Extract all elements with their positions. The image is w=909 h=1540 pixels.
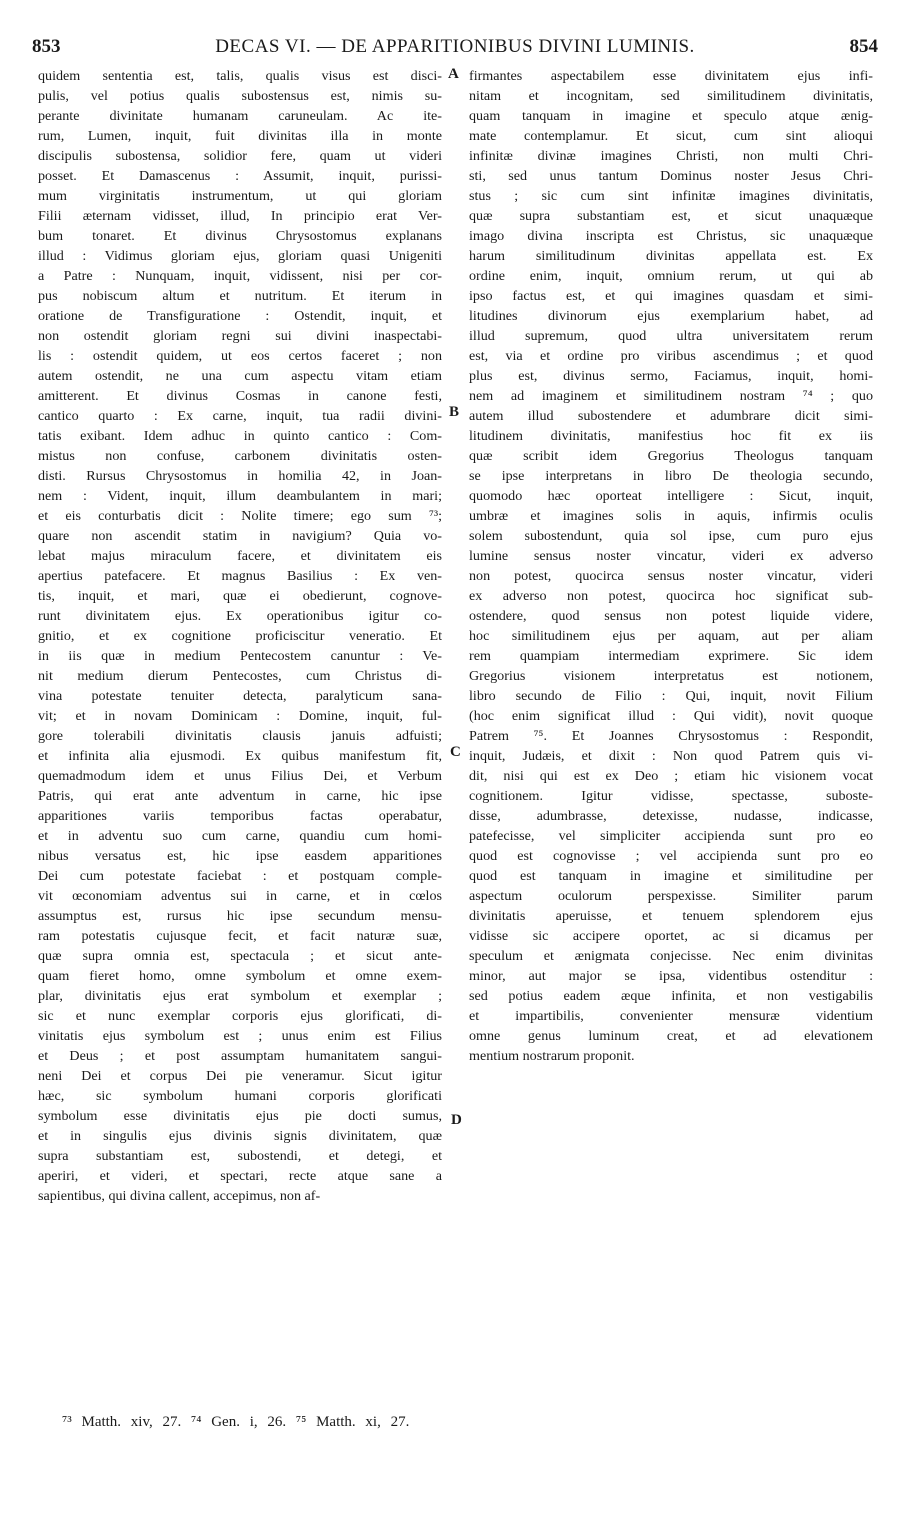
text-line: sti, sed unus tantum Dominus noster Jesus Chri- bbox=[469, 168, 873, 184]
text-line: litudinem divinitatis, manifestius hoc fit ex iis bbox=[469, 428, 873, 444]
text-line: plar, divinitatis ejus erat symbolum et exemplar ; bbox=[38, 988, 442, 1004]
text-line: ostendere, quod sensus non potest liquide videre, bbox=[469, 608, 873, 624]
text-line: imago divina inscripta est Christus, sic unaquæque bbox=[469, 228, 873, 244]
text-line: oratione de Transfiguratione : Ostendit, inquit, et bbox=[38, 308, 442, 324]
text-line: illud supremum, quod ultra universitatem rerum bbox=[469, 328, 873, 344]
text-line: mistus non confuse, carbonem divinitatis osten- bbox=[38, 448, 442, 464]
text-line: hæc, sic symbolum humani corporis glorificati bbox=[38, 1088, 442, 1104]
text-line: apparitiones variis temporibus factas operabatur, bbox=[38, 808, 442, 824]
page-number-left: 853 bbox=[32, 36, 61, 57]
page-header bbox=[32, 36, 878, 64]
text-line: stus ; sic cum sint infinitæ imagines divinitatis, bbox=[469, 188, 873, 204]
text-line: et infinita alia ejusmodi. Ex quibus manifestum fit, bbox=[38, 748, 442, 764]
text-line: solem subostendunt, quia sol ipse, cum puro ejus bbox=[469, 528, 873, 544]
text-line: umbræ et imagines solis in aquis, infirmis oculis bbox=[469, 508, 873, 524]
text-line: et Deus ; et post assumptam humanitatem sangui- bbox=[38, 1048, 442, 1064]
text-line: et impartibilis, convenienter mensuræ videntium bbox=[469, 1008, 873, 1024]
text-line: (hoc enim significat illud : Qui vidit), novit quoque bbox=[469, 708, 873, 724]
text-line: dit, nisi qui est ex Deo ; etiam hic visionem vocat bbox=[469, 768, 873, 784]
text-line: gore tolerabili divinitatis clausis januis adfuisti; bbox=[38, 728, 442, 744]
text-line: assumptus est, rursus hic ipse secundum mensu- bbox=[38, 908, 442, 924]
text-line: nibus versatus est, hic ipse easdem apparitiones bbox=[38, 848, 442, 864]
text-line: autem ostendit, ne una cum aspectu vitam etiam bbox=[38, 368, 442, 384]
text-line: Patrem ⁷⁵. Et Joannes Chrysostomus : Respondit, bbox=[469, 728, 873, 744]
text-line: quemadmodum idem et unus Filius Dei, et Verbum bbox=[38, 768, 442, 784]
text-line: et eis conturbatis dicit : Nolite timere; ego sum ⁷³; bbox=[38, 508, 442, 524]
text-line: discipulis subostensa, solidior fere, quam ut videri bbox=[38, 148, 442, 164]
text-line: harum similitudinum divinitas appellata est. Ex bbox=[469, 248, 873, 264]
text-line: quomodo hæc oporteat intelligere : Sicut, inquit, bbox=[469, 488, 873, 504]
text-line: nitam et incognitam, sed similitudinem divinitatis, bbox=[469, 88, 873, 104]
text-line: gnitio, et ex cognitione proficiscitur veneratio. Et bbox=[38, 628, 442, 644]
text-line: nit medium dierum Pentecostes, cum Christus di- bbox=[38, 668, 442, 684]
footnotes: ⁷³ Matth. xiv, 27. ⁷⁴ Gen. i, 26. ⁷⁵ Matth. xi, 27. bbox=[62, 1414, 410, 1430]
text-line: amitterent. Et divinus Cosmas in canone festi, bbox=[38, 388, 442, 404]
text-line: ram potestatis cujusque fecit, et facit naturæ suæ, bbox=[38, 928, 442, 944]
text-line: Filii æternam vidisset, illud, In principio erat Ver- bbox=[38, 208, 442, 224]
text-line: cantico quarto : Ex carne, inquit, tua radii divini- bbox=[38, 408, 442, 424]
text-line: omne genus luminum creat, et ad elevationem bbox=[469, 1028, 873, 1044]
text-line: aspectum oculorum perspexisse. Similiter parum bbox=[469, 888, 873, 904]
text-line: sed potius eadem æque infinita, et non vestigabilis bbox=[469, 988, 873, 1004]
text-line: vinitatis ejus symbolum est ; unus enim est Filius bbox=[38, 1028, 442, 1044]
text-line: et in singulis ejus divinis signis divinitatem, quæ bbox=[38, 1128, 442, 1144]
text-line: quod est cognovisse ; vel accipienda sunt pro eo bbox=[469, 848, 873, 864]
text-line: litudines divinorum ejus exemplarium habet, ad bbox=[469, 308, 873, 324]
page-number-right: 854 bbox=[849, 36, 878, 57]
text-line: disse, adumbrasse, detexisse, nudasse, indicasse, bbox=[469, 808, 873, 824]
text-line: autem illud subostendere et adumbrare dicit simi- bbox=[469, 408, 873, 424]
text-line: infinitæ divinæ imagines Christi, non multi Chri- bbox=[469, 148, 873, 164]
text-line: vit œconomiam adventus sui in carne, et in cœlos bbox=[38, 888, 442, 904]
section-marker-b: B bbox=[449, 404, 460, 420]
text-line: rum, Lumen, inquit, fuit divinitas illa in monte bbox=[38, 128, 442, 144]
text-line: quare non ascendit statim in navigium? Quia vo- bbox=[38, 528, 442, 544]
text-line: aperiri, et videri, et spectari, recte atque sane a bbox=[38, 1168, 442, 1184]
text-line: pus nobiscum altum et nutritum. Et iterum in bbox=[38, 288, 442, 304]
text-line: runt divinitatem ejus. Ex operationibus igitur co- bbox=[38, 608, 442, 624]
text-line: tis, inquit, et mari, quæ ei obedierunt, cognove- bbox=[38, 588, 442, 604]
text-line: supra substantiam est, subostendi, et detegi, et bbox=[38, 1148, 442, 1164]
text-line: ordine enim, inquit, omnium rerum, ut qui ab bbox=[469, 268, 873, 284]
text-line: in iis quæ in medium Pentecostem canuntur : Ve- bbox=[38, 648, 442, 664]
text-line: hoc similitudinem ejus per aquam, aut per aliam bbox=[469, 628, 873, 644]
text-line: quam tanquam in imagine et speculo atque ænig- bbox=[469, 108, 873, 124]
text-line: tatis exibant. Idem adhuc in quinto cantico : Com- bbox=[38, 428, 442, 444]
text-line: est, via et ordine pro viribus ascendimus ; et quod bbox=[469, 348, 873, 364]
running-title: DECAS VI. — DE APPARITIONIBUS DIVINI LUMINIS. bbox=[215, 36, 695, 57]
text-line: plus est, divinus sermo, Faciamus, inquit, homi- bbox=[469, 368, 873, 384]
right-column bbox=[469, 66, 873, 1066]
text-line: quæ scribit idem Gregorius Theologus tanquam bbox=[469, 448, 873, 464]
text-line: nem ad imaginem et similitudinem nostram ⁷⁴ ; quo bbox=[469, 388, 873, 404]
section-marker-d: D bbox=[451, 1112, 462, 1128]
text-line: divinitatis aperuisse, et tenuem splendorem ejus bbox=[469, 908, 873, 924]
text-line: lis : ostendit quidem, ut eos certos faceret ; non bbox=[38, 348, 442, 364]
text-line: mentium nostrarum proponit. bbox=[469, 1048, 635, 1064]
text-line: lumine sensus noster vincatur, videri ex adverso bbox=[469, 548, 873, 564]
text-line: quam fieret homo, omne symbolum et omne exem- bbox=[38, 968, 442, 984]
text-line: patefecisse, vel simpliciter accipienda sunt pro eo bbox=[469, 828, 873, 844]
text-line: mate contemplamur. Et sicut, cum sint alioqui bbox=[469, 128, 873, 144]
text-line: speculum et ænigmata conjecisse. Nec enim divinitas bbox=[469, 948, 873, 964]
text-line: vit; et in novam Dominicam : Domine, inquit, ful- bbox=[38, 708, 442, 724]
text-line: symbolum esse divinitatis ejus pie docti sumus, bbox=[38, 1108, 442, 1124]
text-line: apertius patefacere. Et magnus Basilius : Ex ven- bbox=[38, 568, 442, 584]
text-line: sapientibus, qui divina callent, accepimus, non af- bbox=[38, 1188, 321, 1204]
text-line: perante divinitate humanam caruneulam. Ac ite- bbox=[38, 108, 442, 124]
text-line: vidisse sic accipere oportet, ac si dicamus per bbox=[469, 928, 873, 944]
text-line: et in adventu suo cum carne, quandiu cum homi- bbox=[38, 828, 442, 844]
text-line: non ostendit gloriam regni sui divini inaspectabi- bbox=[38, 328, 442, 344]
text-line: inquit, Judæis, et dixit : Non quod Patrem quis vi- bbox=[469, 748, 873, 764]
text-line: Patris, qui erat ante adventum in carne, hic ipse bbox=[38, 788, 442, 804]
text-line: bum tonaret. Et divinus Chrysostomus explanans bbox=[38, 228, 442, 244]
text-line: nem : Vident, inquit, illum deambulantem in mari; bbox=[38, 488, 442, 504]
text-line: se ipse interpretans in libro De theologia secundo, bbox=[469, 468, 873, 484]
text-line: Dei cum potestate faciebat : et postquam comple- bbox=[38, 868, 442, 884]
text-line: ex adverso non potest, quocirca hoc significat sub- bbox=[469, 588, 873, 604]
text-line: ipso factus est, et qui imagines quasdam et simi- bbox=[469, 288, 873, 304]
section-marker-c: C bbox=[450, 744, 461, 760]
text-line: Gregorius visionem interpretatus est notionem, bbox=[469, 668, 873, 684]
left-column bbox=[38, 66, 442, 1206]
section-marker-a: A bbox=[448, 66, 459, 82]
text-line: sic et nunc exemplar corporis ejus glorificati, di- bbox=[38, 1008, 442, 1024]
text-line: disti. Rursus Chrysostomus in homilia 42, in Joan- bbox=[38, 468, 442, 484]
text-line: quæ supra omnia est, spectacula ; et sicut ante- bbox=[38, 948, 442, 964]
text-line: rem quampiam intermediam exprimere. Sic idem bbox=[469, 648, 873, 664]
text-line: mum virginitatis instrumentum, ut qui gloriam bbox=[38, 188, 442, 204]
text-line: vina potestate tenuiter detecta, paralyticum sana- bbox=[38, 688, 442, 704]
text-line: a Patre : Nunquam, inquit, vidissent, nisi per cor- bbox=[38, 268, 442, 284]
text-line: minor, aut major se ipsa, videntibus ostenditur : bbox=[469, 968, 873, 984]
text-line: illud : Vidimus gloriam ejus, gloriam quasi Unigeniti bbox=[38, 248, 442, 264]
text-line: cognitionem. Igitur vidisse, spectasse, suboste- bbox=[469, 788, 873, 804]
text-line: posset. Et Damascenus : Assumit, inquit, purissi- bbox=[38, 168, 442, 184]
text-line: quod est tanquam in imagine et similitudine per bbox=[469, 868, 873, 884]
text-line: non potest, quocirca sensus noster vincatur, videri bbox=[469, 568, 873, 584]
text-line: neni Dei et corpus Dei pie veneramur. Sicut igitur bbox=[38, 1068, 442, 1084]
text-line: pulis, vel potius qualis subostensus est, nimis su- bbox=[38, 88, 442, 104]
text-line: quidem sententia est, talis, qualis visus est disci- bbox=[38, 68, 442, 84]
text-line: firmantes aspectabilem esse divinitatem ejus infi- bbox=[469, 68, 873, 84]
text-line: quæ supra substantiam est, et sicut unaquæque bbox=[469, 208, 873, 224]
text-line: lebat majus miraculum facere, et divinitatem eis bbox=[38, 548, 442, 564]
text-line: libro secundo de Filio : Qui, inquit, novit Filium bbox=[469, 688, 873, 704]
